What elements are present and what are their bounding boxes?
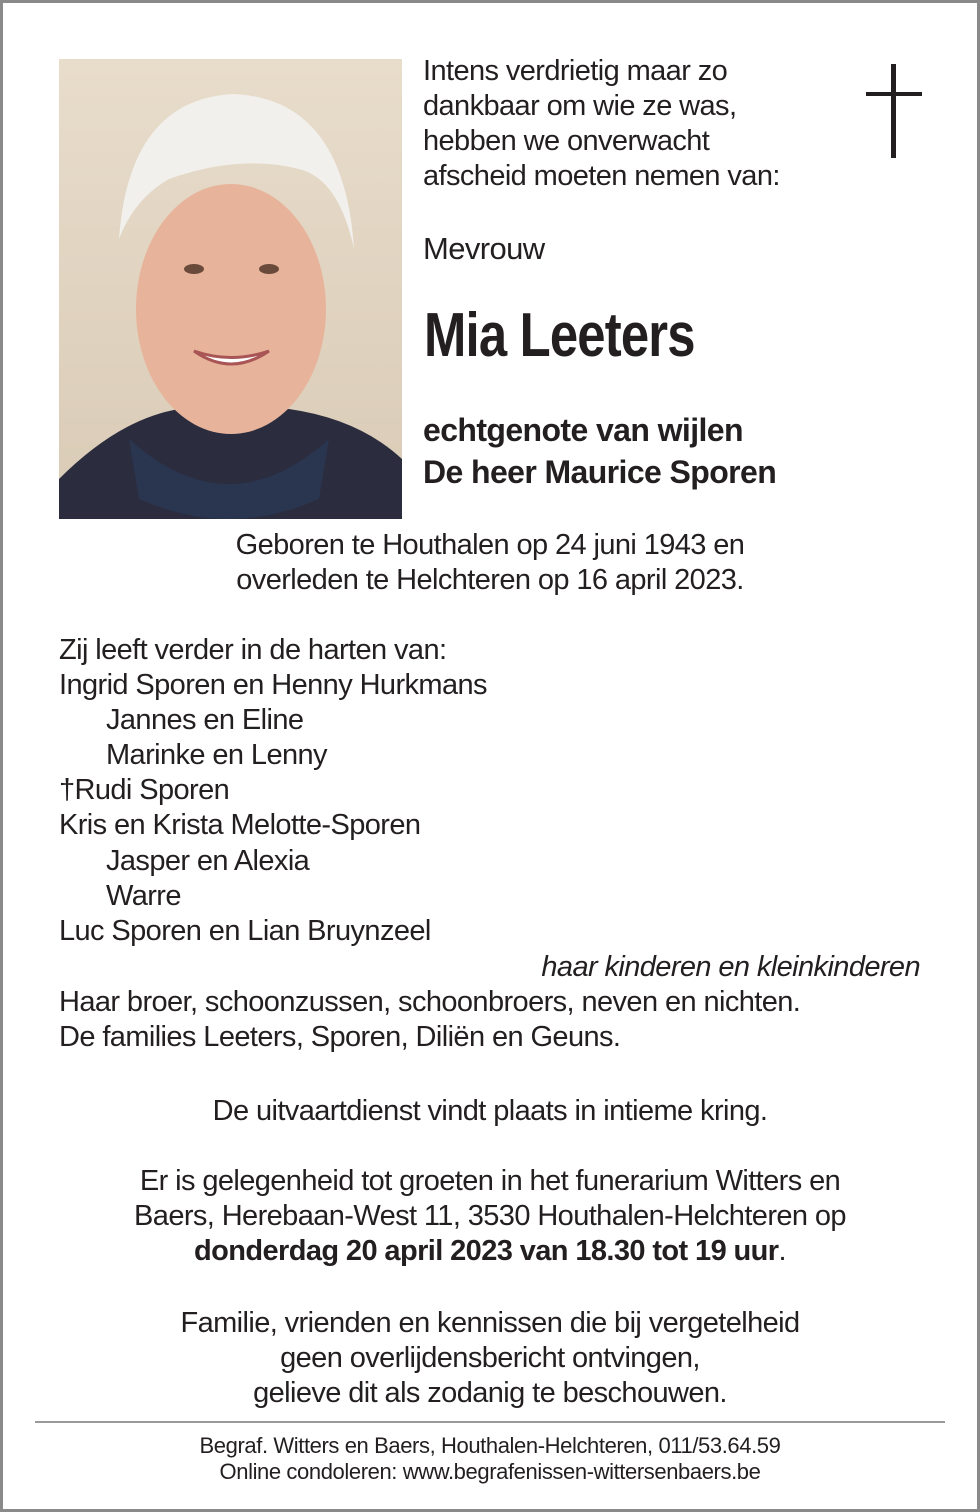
footer-condolences: Online condoleren: www.begrafenissen-wittersenbaers.be (219, 1459, 761, 1484)
intro-line: hebben we onverwacht (423, 125, 710, 157)
family-member: Kris en Krista Melotte-Sporen (59, 809, 421, 841)
footer-funeral-home: Begraf. Witters en Baers, Houthalen-Helchteren, 011/53.64.59 (199, 1433, 781, 1458)
cross-icon (866, 64, 922, 158)
family-member: Marinke en Lenny (106, 739, 327, 771)
visit-line: Er is gelegenheid tot groeten in het funerarium Witters en (139, 1165, 841, 1197)
closing-line: Familie, vrienden en kennissen die bij vergetelheid (180, 1307, 800, 1339)
intro-line: dankbaar om wie ze was, (423, 90, 737, 122)
family-member: Luc Sporen en Lian Bruynzeel (59, 915, 431, 947)
spouse-line: De heer Maurice Sporen (423, 454, 777, 490)
visit-line: Baers, Herebaan-West 11, 3530 Houthalen-Helchteren op (134, 1200, 846, 1232)
family-member: Ingrid Sporen en Henny Hurkmans (59, 669, 487, 701)
family-intro: Zij leeft verder in de harten van: (59, 634, 447, 666)
family-member: Jasper en Alexia (106, 845, 310, 877)
relatives-line: De families Leeters, Sporen, Diliën en Geuns. (59, 1021, 621, 1053)
intro-line: Intens verdrietig maar zo (423, 55, 728, 87)
divider (35, 1421, 945, 1423)
visit-date: donderdag 20 april 2023 van 18.30 tot 19 uur (194, 1235, 779, 1267)
relatives-line: Haar broer, schoonzussen, schoonbroers, neven en nichten. (59, 986, 801, 1018)
death-line: overleden te Helchteren op 16 april 2023. (236, 564, 744, 596)
deceased-name: Mia Leeters (424, 301, 695, 370)
closing-line: gelieve dit als zodanig te beschouwen. (253, 1377, 727, 1409)
family-member: Jannes en Eline (106, 704, 304, 736)
service-text: De uitvaartdienst vindt plaats in intieme kring. (212, 1095, 768, 1127)
closing-line: geen overlijdensbericht ontvingen, (280, 1342, 700, 1374)
portrait-photo (59, 59, 402, 519)
honorific: Mevrouw (423, 231, 545, 266)
birth-line: Geboren te Houthalen op 24 juni 1943 en (235, 529, 745, 561)
family-caption: haar kinderen en kleinkinderen (541, 951, 920, 983)
spouse-line: echtgenote van wijlen (423, 412, 743, 448)
intro-line: afscheid moeten nemen van: (423, 160, 780, 192)
family-member: Warre (106, 880, 181, 912)
family-member: †Rudi Sporen (59, 774, 230, 806)
visit-end: . (778, 1235, 786, 1267)
